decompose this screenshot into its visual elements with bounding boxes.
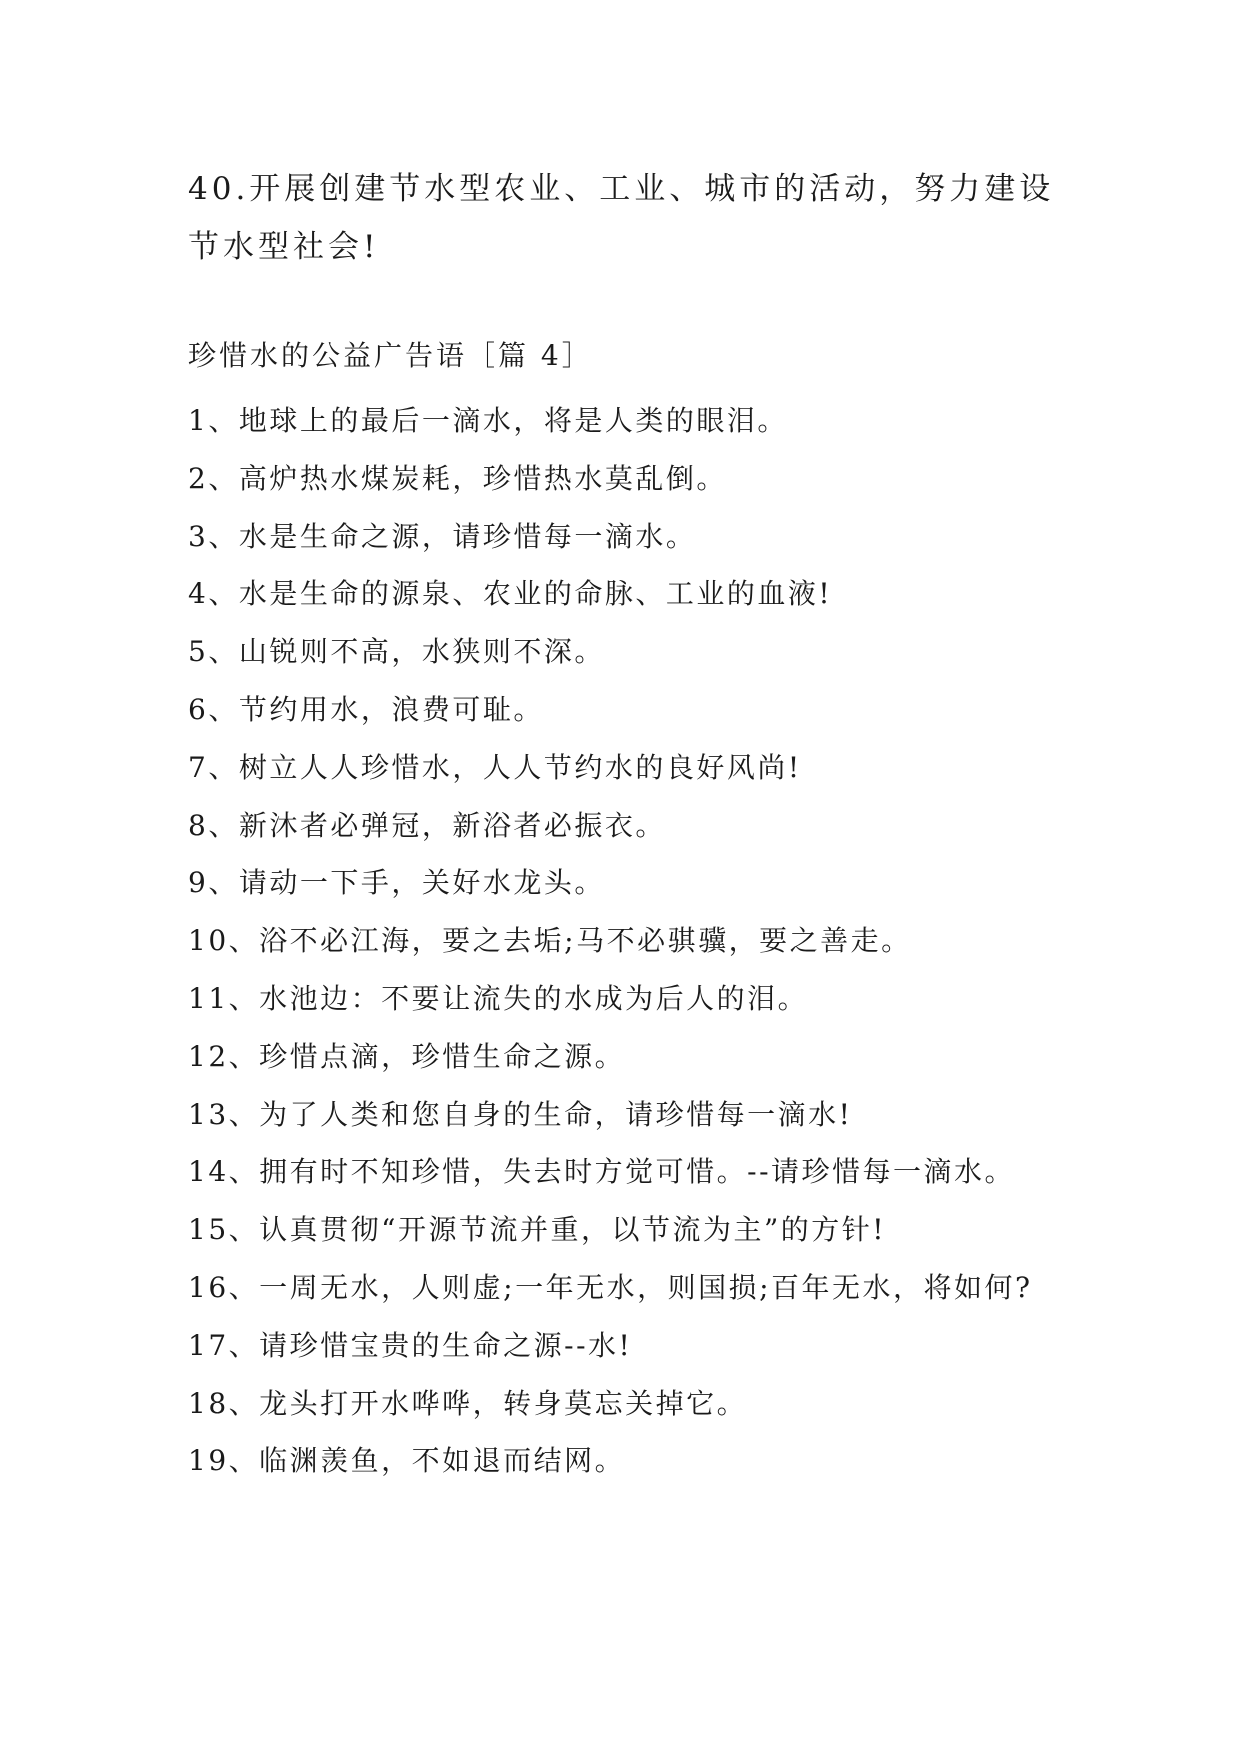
list-item: 3、水是生命之源，请珍惜每一滴水。 (188, 519, 697, 553)
list-item: 16、一周无水，人则虚;一年无水，则国损;百年无水，将如何? (188, 1270, 1033, 1304)
list-item: 12、珍惜点滴，珍惜生命之源。 (188, 1039, 626, 1073)
list-item: 4、水是生命的源泉、农业的命脉、工业的血液! (188, 577, 833, 611)
list-item: 14、拥有时不知珍惜，失去时方觉可惜。--请珍惜每一滴水。 (188, 1155, 1016, 1189)
list-item: 5、山锐则不高，水狭则不深。 (188, 635, 605, 669)
list-item: 11、水池边：不要让流失的水成为后人的泪。 (188, 981, 809, 1015)
list-item: 7、树立人人珍惜水，人人节约水的良好风尚! (188, 750, 802, 784)
list-item: 2、高炉热水煤炭耗，珍惜热水莫乱倒。 (188, 461, 727, 495)
list-item: 9、请动一下手，关好水龙头。 (188, 866, 605, 900)
intro-paragraph: 40.开展创建节水型农业、工业、城市的活动，努力建设节水型社会! (188, 171, 1055, 265)
list-item: 8、新沐者必弹冠，新浴者必振衣。 (188, 808, 666, 842)
slogan-list (188, 392, 1068, 1490)
section-title: 珍惜水的公益广告语［篇 4］ (188, 339, 593, 372)
list-item: 1、地球上的最后一滴水，将是人类的眼泪。 (188, 404, 788, 437)
list-item: 13、为了人类和您自身的生命，请珍惜每一滴水! (188, 1097, 853, 1131)
list-item: 10、浴不必江海，要之去垢;马不必骐骥，要之善走。 (188, 924, 912, 958)
list-item: 19、临渊羡鱼，不如退而结网。 (188, 1444, 626, 1478)
list-item: 15、认真贯彻“开源节流并重，以节流为主”的方针! (188, 1213, 887, 1247)
list-item: 18、龙头打开水哗哗，转身莫忘关掉它。 (188, 1386, 748, 1420)
list-item: 17、请珍惜宝贵的生命之源--水! (188, 1328, 633, 1362)
list-item: 6、节约用水，浪费可耻。 (188, 692, 544, 726)
